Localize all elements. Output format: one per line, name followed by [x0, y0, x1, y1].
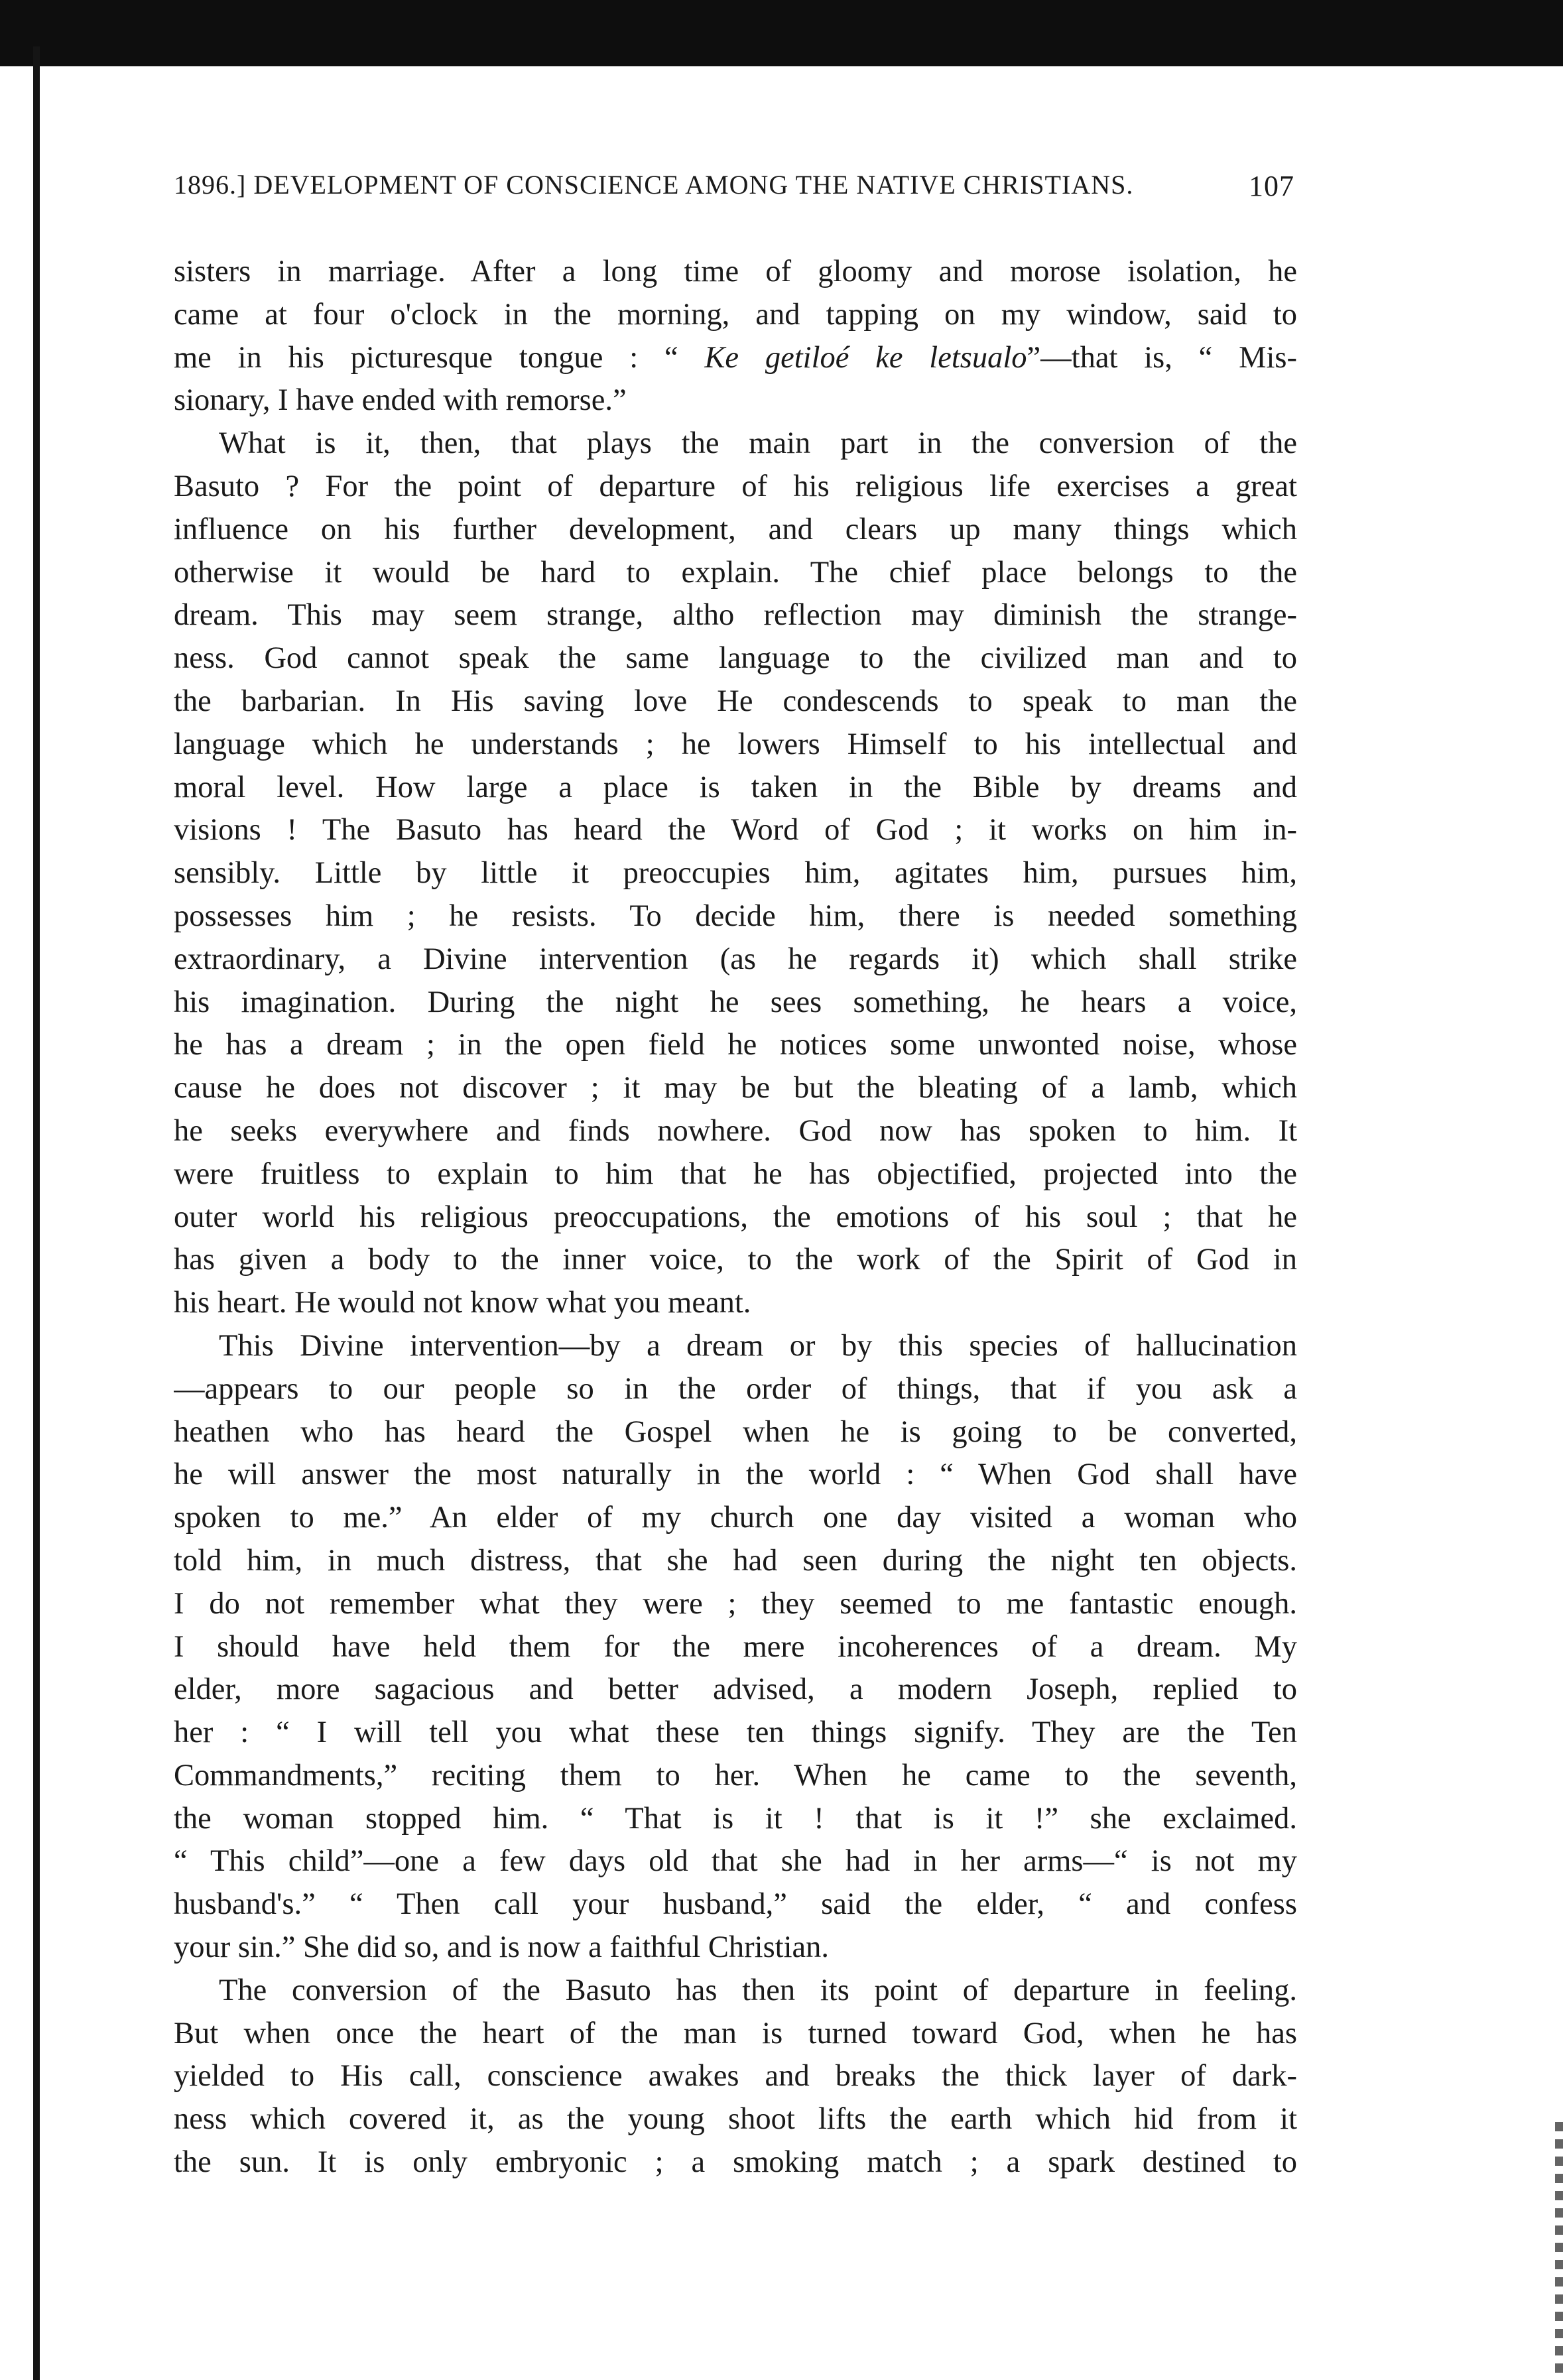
text-line: sionary, I have ended with remorse.”	[174, 383, 627, 418]
text-line: This Divine intervention—by a dream or by this species of hallucination	[219, 1328, 1297, 1363]
text-line: outer world his religious preoccupations, the emotions of his soul ; that he	[174, 1200, 1297, 1234]
text-line: sensibly. Little by little it preoccupies him, agitates him, pursues him,	[174, 856, 1297, 891]
text-line: heathen who has heard the Gospel when he is going to be converted,	[174, 1414, 1297, 1449]
text-line: his heart. He would not know what you meant.	[174, 1286, 751, 1320]
text-line: husband's.” “ Then call your husband,” said the elder, “ and confess	[174, 1887, 1297, 1922]
text-line: he has a dream ; in the open field he notices some unwonted noise, whose	[174, 1028, 1297, 1062]
text-line: he seeks everywhere and finds nowhere. God now has spoken to him. It	[174, 1113, 1297, 1148]
text-line: ness which covered it, as the young shoot lifts the earth which hid from it	[174, 2102, 1297, 2137]
text-line: What is it, then, that plays the main part in the conversion of the	[219, 426, 1297, 461]
text-line: Commandments,” reciting them to her. When he came to the seventh,	[174, 1758, 1297, 1792]
text-line: visions ! The Basuto has heard the Word of God ; it works on him in-	[174, 813, 1297, 847]
text-line: told him, in much distress, that she had seen during the night ten objects.	[174, 1543, 1297, 1578]
text-line: Basuto ? For the point of departure of his religious life exercises a great	[174, 469, 1297, 503]
text-line: —appears to our people so in the order of things, that if you ask a	[174, 1371, 1297, 1406]
text-line: sisters in marriage. After a long time of gloomy and morose isolation, he	[174, 255, 1297, 288]
text-line: me in his picturesque tongue : “ Ke getiloé ke letsualo”—that is, “ Mis-	[174, 340, 1297, 375]
text-line: cause he does not discover ; it may be but the bleating of a lamb, which	[174, 1071, 1297, 1105]
text-line: possesses him ; he resists. To decide him, there is needed something	[174, 899, 1297, 933]
sesotho-phrase: Ke getiloé ke letsualo	[704, 340, 1027, 375]
text-line: has given a body to the inner voice, to the work of the Spirit of God in	[174, 1243, 1297, 1277]
page-body	[174, 251, 1297, 2184]
text-line: his imagination. During the night he sees something, he hears a voice,	[174, 985, 1297, 1019]
text-line: the sun. It is only embryonic ; a smoking match ; a spark destined to	[174, 2145, 1297, 2180]
text-line: came at four o'clock in the morning, and tapping on my window, said to	[174, 297, 1297, 332]
scan-right-edge-marks	[1555, 2122, 1563, 2380]
running-header	[174, 169, 1294, 209]
text-line: influence on his further development, and clears up many things which	[174, 512, 1297, 546]
text-line: elder, more sagacious and better advised, a modern Joseph, replied to	[174, 1672, 1297, 1707]
text-line: dream. This may seem strange, altho reflection may diminish the strange-	[174, 598, 1297, 633]
text-line: her : “ I will tell you what these ten things signify. They are the Ten	[174, 1716, 1297, 1750]
text-line: he will answer the most naturally in the world : “ When God shall have	[174, 1458, 1297, 1492]
text-line: But when once the heart of the man is turned toward God, when he has	[174, 2016, 1297, 2050]
text-line: otherwise it would be hard to explain. The chief place belongs to the	[174, 555, 1297, 590]
text-line: the barbarian. In His saving love He condescends to speak to man the	[174, 684, 1297, 718]
text-line: your sin.” She did so, and is now a faithful Christian.	[174, 1930, 830, 1965]
text-line: language which he understands ; he lowers Himself to his intellectual and	[174, 727, 1297, 761]
text-line: ness. God cannot speak the same language to the civilized man and to	[174, 641, 1297, 676]
text-line: I do not remember what they were ; they seemed to me fantastic enough.	[174, 1586, 1297, 1621]
text-line: were fruitless to explain to him that he has objectified, projected into the	[174, 1157, 1297, 1191]
text-line: spoken to me.” An elder of my church one day visited a woman who	[174, 1501, 1297, 1535]
text-line: yielded to His call, conscience awakes and breaks the thick layer of dark-	[174, 2059, 1297, 2094]
running-header-title: 1896.] DEVELOPMENT OF CONSCIENCE AMONG THE NATIVE CHRISTIANS.	[174, 170, 1134, 200]
text-line: “ This child”—one a few days old that she had in her arms—“ is not my	[174, 1844, 1297, 1879]
text-line: moral level. How large a place is taken in the Bible by dreams and	[174, 770, 1297, 804]
text-line: extraordinary, a Divine intervention (as he regards it) which shall strike	[174, 942, 1297, 976]
page-number: 107	[1249, 170, 1294, 202]
scan-top-border	[0, 0, 1563, 66]
text-line: I should have held them for the mere incoherences of a dream. My	[174, 1629, 1297, 1664]
scan-left-margin-rule	[33, 46, 40, 2380]
text-line: the woman stopped him. “ That is it ! that is it !” she exclaimed.	[174, 1801, 1297, 1836]
text-line: The conversion of the Basuto has then its point of departure in feeling.	[219, 1973, 1297, 2007]
